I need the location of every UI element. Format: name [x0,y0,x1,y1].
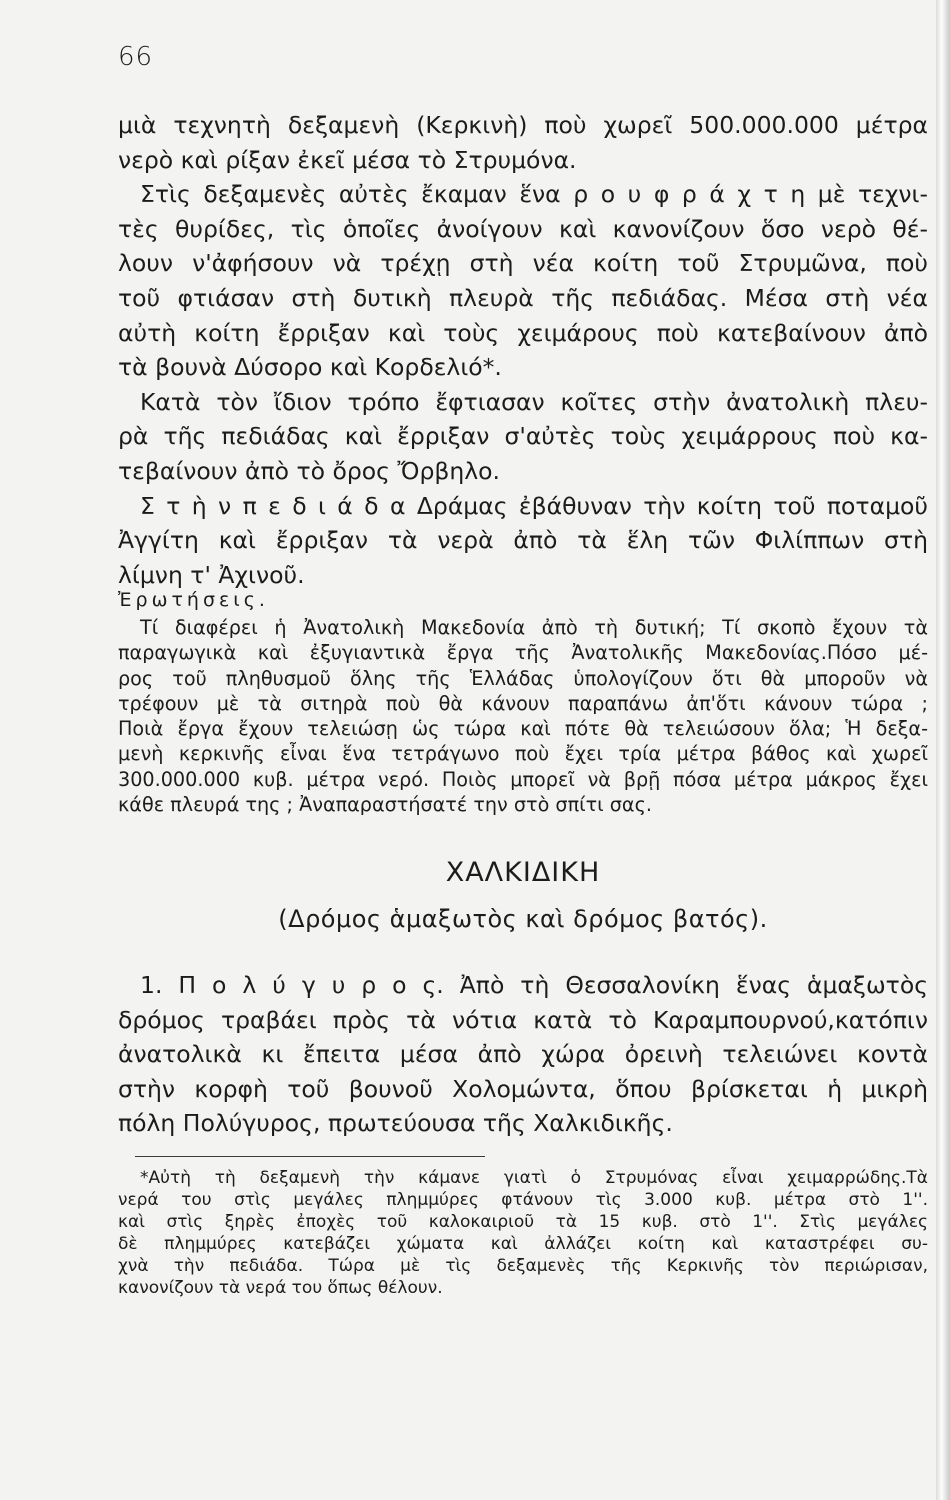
question-line: μενὴ κερκινῆς εἶναι ἕνα τετράγωνο ποὺ ἔχει τρία μέτρα βάθος καὶ χωρεῖ [118,742,928,766]
text-line: αὐτὴ κοίτη ἔρριξαν καὶ τοὺς χειμάρους ποὺ κατεβαίνουν ἀπὸ [118,318,928,347]
text-line: τὰ βουνὰ Δύσορο καὶ Κορδελιό*. [118,353,502,382]
page-number: 66 [118,42,154,72]
text-line: νερὸ καὶ ρίξαν ἐκεῖ μέσα τὸ Στρυμόνα. [118,145,577,174]
text-line: πόλη Πολύγυρος, πρωτεύουσα τῆς Χαλκιδικῆς. [118,1109,673,1138]
footnote-line: χνὰ τὴν πεδιάδα. Τώρα μὲ τὶς δεξαμενὲς τῆς Κερκινῆς τὸν περιώρισαν, [118,1256,928,1276]
footnote-divider [135,1156,485,1157]
text-line: δρόμος τραβάει πρὸς τὰ νότια κατὰ τὸ Καραμπουρνού,κατόπιν [118,1005,928,1034]
section-title: ΧΑΛΚΙΔΙΚΗ [445,857,601,888]
section-subtitle: (Δρόμος ἁμαξωτὸς καὶ δρόμος βατός). [278,905,768,933]
text-line: στὴν κορφὴ τοῦ βουνοῦ Χολομώντα, ὅπου βρίσκεται ἡ μικρὴ [118,1074,928,1103]
text-line: ρὰ τῆς πεδιάδας καὶ ἔρριξαν σ'αὐτὲς τοὺς χειμάρρους ποὺ κα- [118,422,928,451]
footnote-line: καὶ στὶς ξηρὲς ἐποχὲς τοῦ καλοκαιριοῦ τὰ 15 κυβ. στὸ 1''. Στὶς μεγάλες [118,1212,928,1232]
question-line: κάθε πλευρά της ; Ἀναπαραστήσατέ την στὸ σπίτι σας. [118,793,652,817]
text-line: 1. Π ο λ ύ γ υ ρ ο ς. Ἀπὸ τὴ Θεσσαλονίκη ἕνας ἁμαξωτὸς [140,971,928,999]
footnote-line: δὲ πλημμύρες κατεβάζει χώματα καὶ ἀλλάζει κοίτη καὶ καταστρέφει συ- [118,1234,928,1254]
text-line: ἀνατολικὰ κι ἔπειτα μέσα ἀπὸ χώρα ὀρεινὴ τελειώνει κοντὰ [118,1040,928,1069]
question-line: ρος τοῦ πληθυσμοῦ ὅλης τῆς Ἑλλάδας ὑπολογίζουν ὅτι θὰ μποροῦν νὰ [118,666,928,690]
page-edge [936,0,950,1500]
question-line: Ποιὰ ἔργα ἔχουν τελειώσῃ ὡς τώρα καὶ πότε θὰ τελειώσουν ὅλα; Ἡ δεξα- [118,717,928,741]
text-line: Στὶς δεξαμενὲς αὐτὲς ἔκαμαν ἕνα ρ ο υ φ ρ ά χ τ η μὲ τεχνι- [140,180,928,209]
question-line: 300.000.000 κυβ. μέτρα νερό. Ποιὸς μπορεῖ νὰ βρῇ πόσα μέτρα μάκρος ἔχει [118,767,928,791]
questions-heading: Ἐρωτήσεις. [118,589,269,611]
question-line: τρέφουν μὲ τὰ σιτηρὰ ποὺ θὰ κάνουν παραπάνω ἀπ'ὅτι κάνουν τώρα ; [118,691,928,715]
questions-section [118,585,928,817]
footnote-line: κανονίζουν τὰ νερά του ὅπως θέλουν. [118,1278,443,1298]
footnote-line: νερά του στὶς μεγάλες πλημμύρες φτάνουν τὶς 3.000 κυβ. μέτρα στὸ 1''. [118,1190,928,1210]
question-line: Τί διαφέρει ἡ Ἀνατολικὴ Μακεδονία ἀπὸ τὴ δυτική; Τί σκοπὸ ἔχουν τὰ [140,616,928,639]
text-line: τὲς θυρίδες, τὶς ὁποῖες ἀνοίγουν καὶ κανονίζουν ὅσο νερὸ θέ- [118,214,928,243]
text-line: Σ τ ὴ ν π ε δ ι ά δ α Δράμας ἐβάθυναν τὴν κοίτη τοῦ ποταμοῦ [140,491,928,520]
section-paragraph [118,968,928,1141]
footnote-line: *Αὐτὴ τὴ δεξαμενὴ τὴν κάμανε γιατὶ ὁ Στρυμόνας εἶναι χειμαρρώδης.Τὰ [140,1168,928,1188]
text-line: Ἀγγίτη καὶ ἔρριξαν τὰ νερὰ ἀπὸ τὰ ἕλη τῶν Φιλίππων στὴ [118,526,928,555]
footnote [118,1167,928,1299]
text-line: λουν ν'ἀφήσουν νὰ τρέχῃ στὴ νέα κοίτη τοῦ Στρυμῶνα, ποὺ [118,249,928,278]
body-paragraphs [118,108,928,592]
text-line: μιὰ τεχνητὴ δεξαμενὴ (Κερκινὴ) ποὺ χωρεῖ 500.000.000 μέτρα [118,111,928,139]
question-line: παραγωγικὰ καὶ ἐξυγιαντικὰ ἔργα τῆς Ἀνατολικῆς Μακεδονίας.Πόσο μέ- [118,641,928,665]
text-line: Κατὰ τὸν ἴδιον τρόπο ἔφτιασαν κοῖτες στὴν ἀνατολικὴ πλευ- [140,387,928,416]
text-line: τεβαίνουν ἀπὸ τὸ ὄρος Ὄρβηλο. [118,456,501,485]
text-line: λίμνη τ' Ἀχινοῦ. [118,560,305,589]
text-line: τοῦ φτιάσαν στὴ δυτικὴ πλευρὰ τῆς πεδιάδας. Μέσα στὴ νέα [118,283,928,312]
